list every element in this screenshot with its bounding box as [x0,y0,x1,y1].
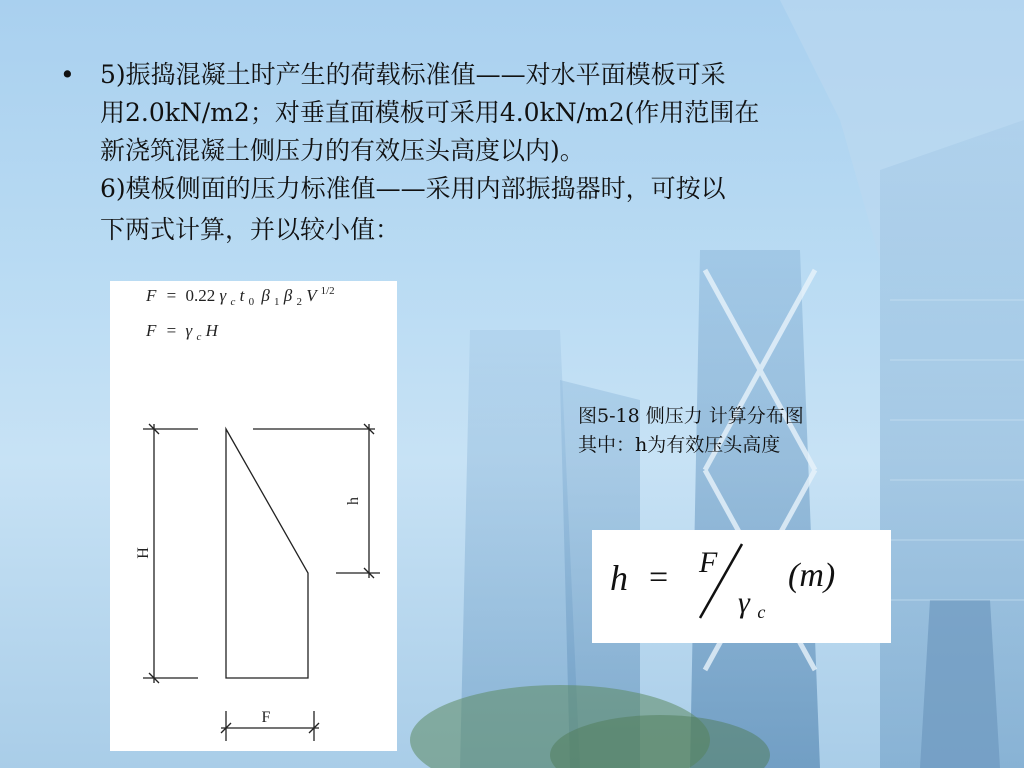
text-line-1: 5)振捣混凝土时产生的荷载标准值——对水平面模板可采 [100,60,726,89]
pressure-shape [226,429,308,678]
formula1-text: F = 0.22 γ $_c$ t $_0$ β $_1$ β $_2$ V $^{1/2}$ [146,285,335,308]
caption-line-2: 其中：h为有效压头高度 [578,434,781,456]
formula2-text: F = γ $_c$ H [146,321,218,343]
formula-denominator: γ $_c$ [738,586,766,622]
text-line-4: 6)模板侧面的压力标准值——采用内部振捣器时，可按以 [100,174,726,203]
formula-unit: (m) [788,557,836,594]
formula-svg [592,530,891,643]
formula-equals: = [649,559,669,596]
text-line-5: 下两式计算，并以较小值： [100,215,401,244]
caption-line-1: 图5-18 侧压力 计算分布图 [578,405,804,427]
formula-numerator: F [699,546,718,579]
bullet-marker: • [60,60,75,89]
label-F: F [261,709,271,726]
pressure-diagram [110,281,397,751]
text-line-3: 新浇筑混凝土侧压力的有效压头高度以内)。 [100,136,585,165]
label-H: H [135,547,152,559]
formula-lhs: h [610,558,628,598]
label-h: h [345,497,362,505]
bullet-paragraph [62,56,962,252]
figure-caption [578,402,804,460]
pressure-distribution-figure [110,281,397,751]
effective-head-formula [592,530,891,643]
text-line-2: 用2.0kN/m2；对垂直面模板可采用4.0kN/m2(作用范围在 [100,98,760,127]
